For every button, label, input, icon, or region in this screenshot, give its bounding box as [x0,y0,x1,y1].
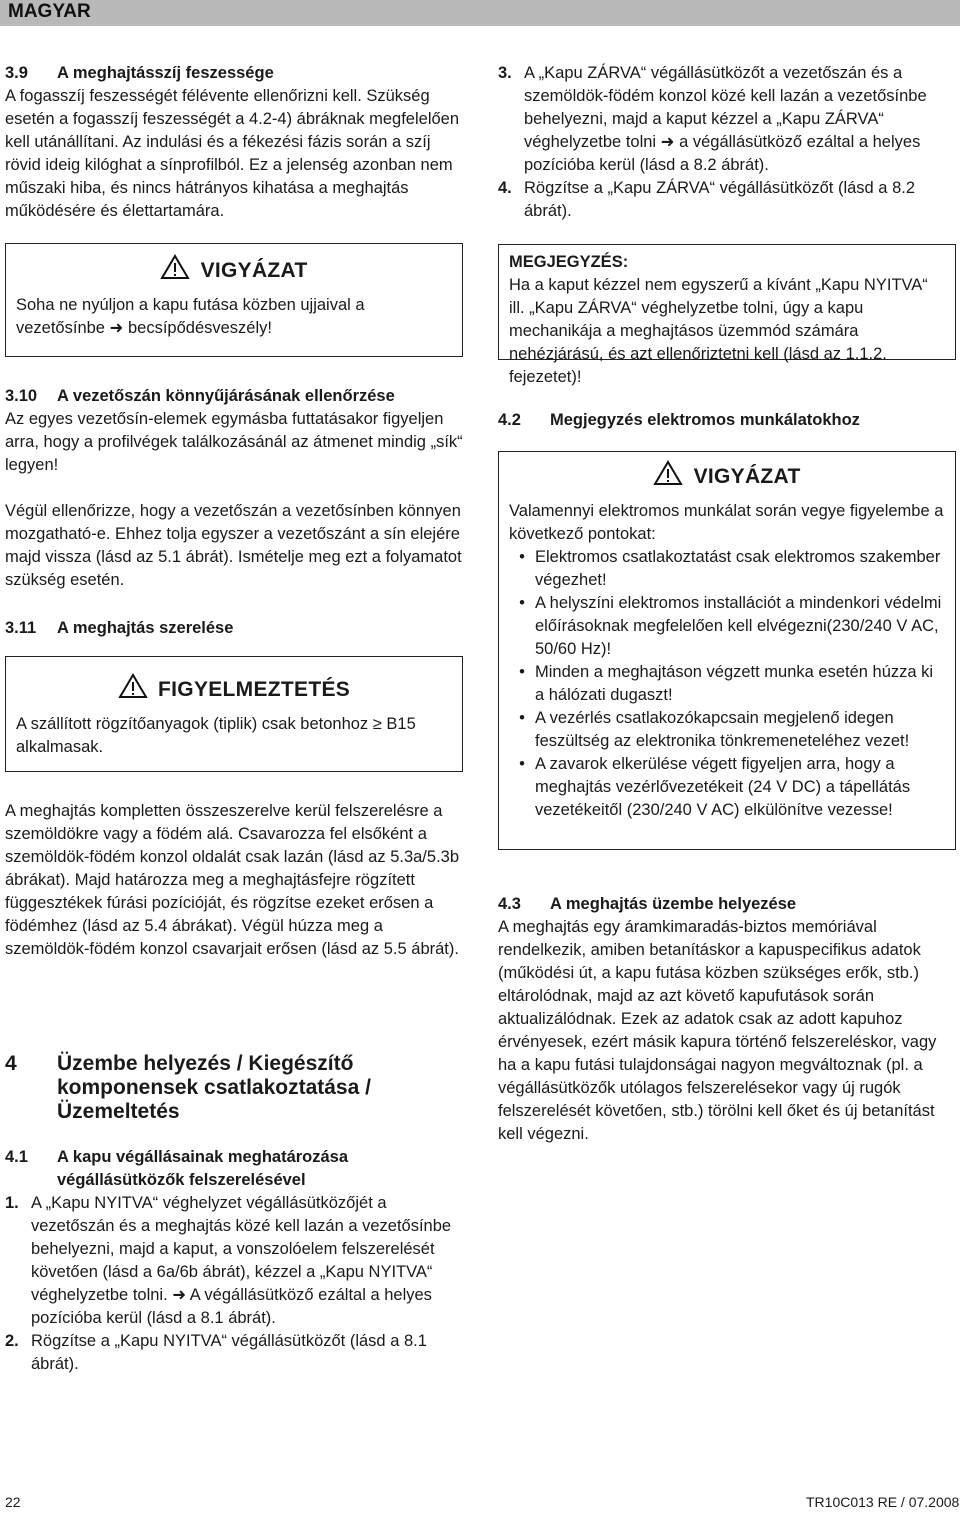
section-heading: 4.1 A kapu végállásainak meghatározása végállásütközők felszerelésével [5,1148,349,1189]
caution-title: VIGYÁZAT [200,259,308,282]
list-item: 3. A „Kapu ZÁRVA“ végállásütközőt a vezetőszán és a szemöldök-födém konzol közé kell lazán a vezetősínbe behelyezni, majd a kaput kézzel a „Kapu ZÁRVA“ véghelyzetbe tolni ➜ a végállásütköző ezáltal a helyes pozícióba kerül (lásd a 8.2 ábrát). [498,64,927,174]
list-item: • A zavarok elkerülése végett figyeljen arra, hogy a meghajtás vezérlővezetékeit (24 V DC) a tápellátás vezetékeitől (230/240 V AC) elkülönítve vezesse! [519,755,911,819]
caution-title: VIGYÁZAT [693,465,801,488]
note-text: Ha a kaput kézzel nem egyszerű a kívánt „Kapu NYITVA“ ill. „Kapu ZÁRVA“ véghelyzetbe tolni, úgy a kapu mechanikája a meghajtásos üzemmód számára nehézjárású, és azt ellenőriztetni kell (lásd az 1.1.2. fejezetet)! [509,276,928,386]
note-title: MEGJEGYZÉS: [509,253,629,271]
section-heading: 3.10 A vezetőszán könnyűjárásának ellenőrzése [5,387,395,405]
warning-triangle-icon [118,673,148,707]
note-box [498,244,956,386]
section-heading: 4.2 Megjegyzés elektromos munkálatokhoz [498,411,860,429]
section-body: A fogasszíj feszességét félévente ellenőrizni kell. Szükség esetén a fogasszíj feszességét a 4.2-4) ábráknak megfelelően kell utánállítani. Az indulási és a fékezési fázis során a szíj rövid ideig kilóghat a sínprofilból. Ez a jelenség azonban nem műszaki hiba, és nincs hátrányos kihatása a meghajtás működésére és élettartamára. [5,87,460,220]
warning-triangle-icon [653,460,683,494]
mounting-text: A meghajtás kompletten összeszerelve kerül felszerelésre a szemöldökre vagy a födém alá. Csavarozza fel elsőként a szemöldök-födém konzol oldalát csak lazán (lásd az 5.3a/5.3b ábrákat). Majd határozza meg a meghajtásfejre rögzített függesztékek fúrási pozícióját, és rögzítse ezeket erősen a födémhez (lásd az 5.4 ábrákat). Végül húzza meg a szemöldök-födém konzol csavarjait erősen (lásd az 5.5 ábrát). [5,802,459,958]
section-heading: 4.3 A meghajtás üzembe helyezése [498,895,797,913]
section-3-11 [5,617,465,640]
section-4-1 [5,1146,465,1376]
section-heading: 3.9 A meghajtásszíj feszessége [5,64,274,82]
section-4 [5,1052,465,1124]
caution-box [5,243,463,357]
section-4-1-continued [498,62,958,223]
section-heading: 3.11 A meghajtás szerelése [5,619,234,637]
section-paragraph: Végül ellenőrizze, hogy a vezetőszán a vezetősínben könnyen mozgatható-e. Ehhez tolja egyszer a vezetőszánt a sín elejére majd vissza (lásd az 5.1 ábrát). Ismételje meg ezt a folyamatot szükség esetén. [5,502,462,589]
list-item: • A vezérlés csatlakozókapcsain megjelenő idegen feszültség az elektronika tönkremeneteléhez vezet! [519,709,910,750]
header-bar [0,0,960,26]
warning-triangle-icon [160,254,190,288]
warning-box [5,656,463,772]
document-code: TR10C013 RE / 07.2008 [806,1494,960,1510]
bullet-list [509,546,945,822]
list-item: 2. Rögzítse a „Kapu NYITVA“ végállásütközőt (lásd a 8.1 ábrát). [5,1332,427,1373]
caution-box-electrical [498,451,956,850]
list-item: • Minden a meghajtáson végzett munka esetén húzza ki a hálózati dugaszt! [519,663,934,704]
list-item: 4. Rögzítse a „Kapu ZÁRVA“ végállásütközőt (lásd a 8.2 ábrát). [498,179,916,220]
list-item: • A helyszíni elektromos installációt a mindenkori védelmi előírásoknak megfelelően kell elvégezni(230/240 V AC, 50/60 Hz)! [519,594,942,658]
caution-text: Soha ne nyúljon a kapu futása közben ujjaival a vezetősínbe ➜ becsípődésveszély! [16,296,365,337]
page-number: 22 [5,1494,21,1510]
list-item: • Elektromos csatlakoztatást csak elektromos szakember végezhet! [519,548,941,589]
caution-intro: Valamennyi elektromos munkálat során vegye figyelembe a következő pontokat: [509,502,944,543]
section-3-10 [5,385,465,592]
chapter-heading: 4 Üzembe helyezés / Kiegészítő komponensek csatlakoztatása / Üzemeltetés [5,1052,371,1123]
warning-title: FIGYELMEZTETÉS [158,678,351,701]
language-label: MAGYAR [8,1,91,22]
warning-text: A szállított rögzítőanyagok (tiplik) csak betonhoz ≥ B15 alkalmasak. [16,715,416,756]
section-3-9 [5,62,465,223]
section-paragraph: Az egyes vezetősín-elemek egymásba futtatásakor figyeljen arra, hogy a profilvégek találkozásánál az átmenet mindig „sík“ legyen! [5,410,463,474]
section-body: A meghajtás egy áramkimaradás-biztos memóriával rendelkezik, amiben betanításkor a kapuspecifikus adatok (működési út, a kapu futása közben szükséges erők, stb.) eltárolódnak, majd az azt követő kapufutások során aktualizálódnak. Ezek az adatok csak az adott kapuhoz érvényesek, ezért másik kapura történő felszereléskor, vagy ha a kapu futási tulajdonságai nagyon megváltoznak (pl. a végállásütközők utólagos felszerelésekor vagy új rugók felszerelését követően, stb.) törölni kell őket és új betanítást kell végezni. [498,918,937,1143]
section-4-2 [498,409,958,432]
section-4-3 [498,893,958,1146]
list-item: 1. A „Kapu NYITVA“ véghelyzet végállásütközőjét a vezetőszán és a meghajtás közé kell lazán a vezetősínbe behelyezni, majd a kaput, a vonszolóelem felszerelését követően (lásd a 6a/6b ábrát), kézzel a „Kapu NYITVA“ véghelyzetbe tolni. ➜ A végállásütköző ezáltal a helyes pozícióba kerül (lásd a 8.1 ábrát). [5,1194,452,1327]
